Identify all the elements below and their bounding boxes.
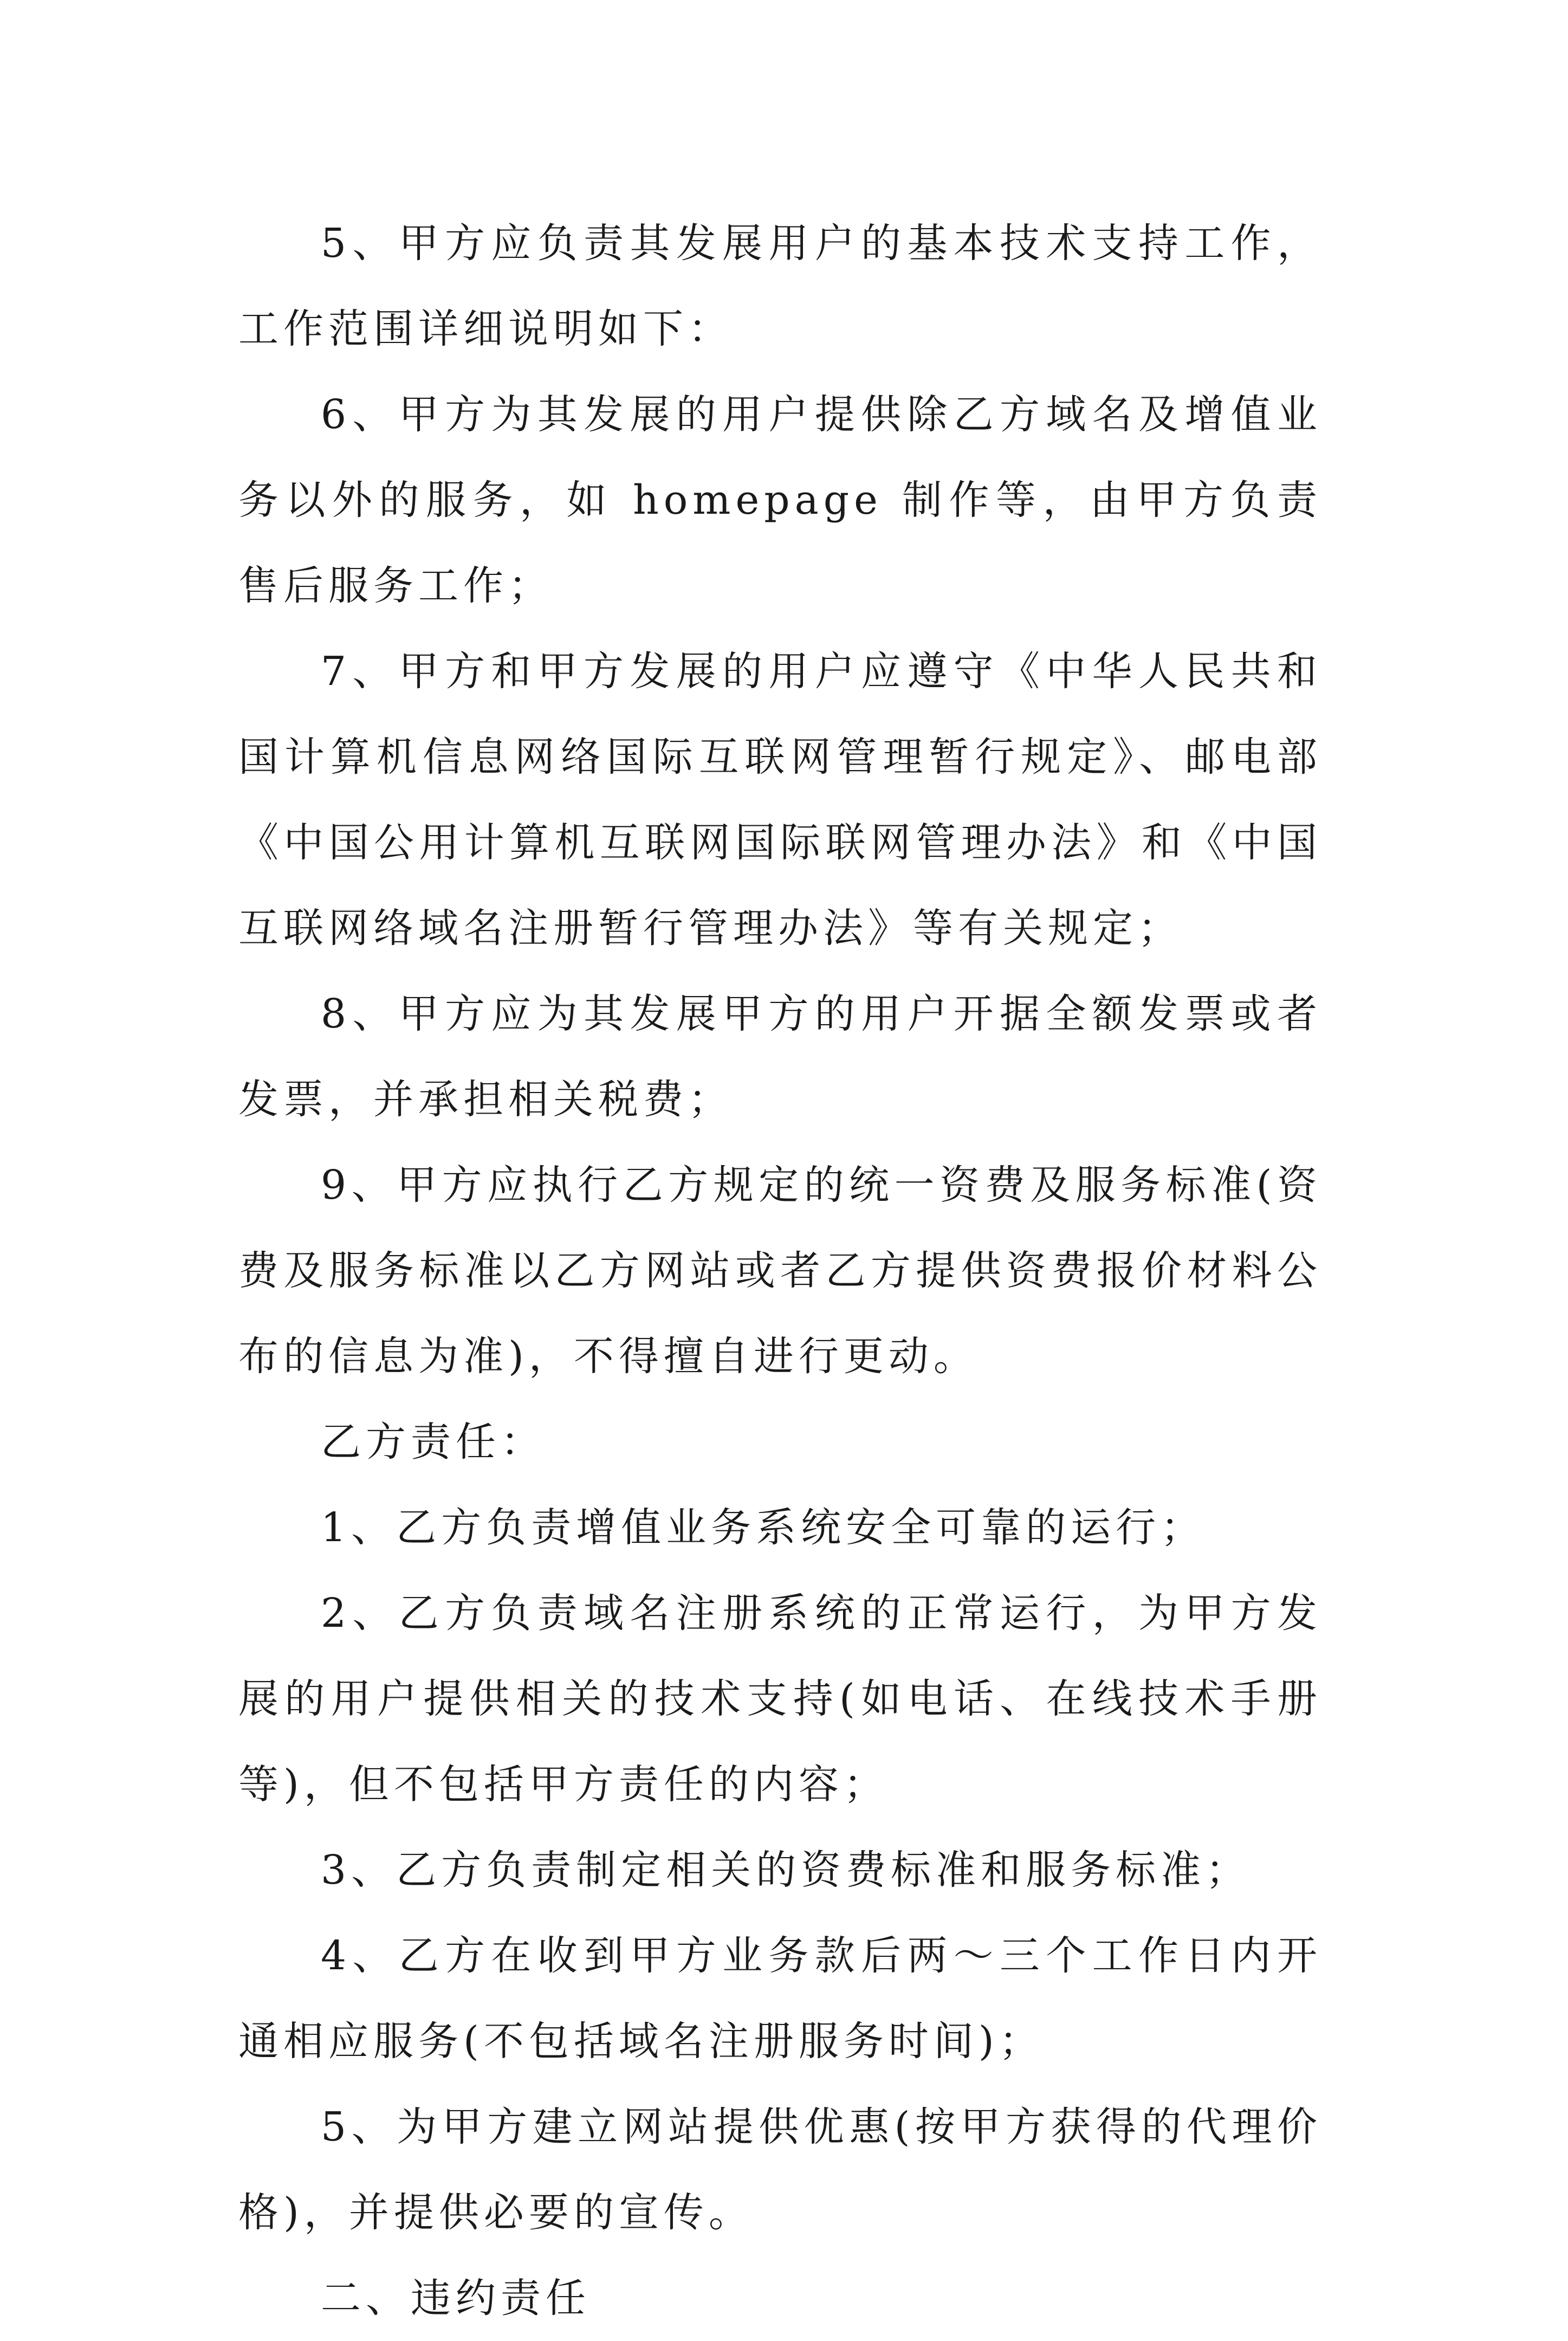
paragraph-party-a-item-7: 7、甲方和甲方发展的用户应遵守《中华人民共和国计算机信息网络国际互联网管理暂行规定》、邮电部《中国公用计算机互联网国际联网管理办法》和《中国互联网络域名注册暂行管理办法》等有关规定； — [238, 648, 1322, 952]
document-body — [238, 201, 1322, 2341]
paragraph-party-a-item-5: 5、甲方应负责其发展用户的基本技术支持工作，工作范围详细说明如下： — [238, 220, 1322, 352]
paragraph-party-b-item-5: 5、为甲方建立网站提供优惠(按甲方获得的代理价格)，并提供必要的宣传。 — [238, 2104, 1322, 2236]
paragraph-party-b-item-4: 4、乙方在收到甲方业务款后两～三个工作日内开通相应服务(不包括域名注册服务时间)； — [238, 1932, 1322, 2065]
paragraph-party-b-item-1: 1、乙方负责增值业务系统安全可靠的运行； — [321, 1504, 1206, 1551]
paragraph-party-b-item-3: 3、乙方负责制定相关的资费标准和服务标准； — [321, 1847, 1251, 1893]
paragraph-party-a-item-8: 8、甲方应为其发展甲方的用户开据全额发票或者发票，并承担相关税费； — [238, 991, 1322, 1123]
section-heading-breach-liability: 二、违约责任 — [321, 2275, 591, 2321]
paragraph-party-a-item-6: 6、甲方为其发展的用户提供除乙方域名及增值业务以外的服务，如 homepage 制作等，由甲方负责售后服务工作； — [238, 391, 1322, 609]
section-heading-party-b-duties: 乙方责任： — [321, 1419, 546, 1465]
paragraph-party-a-item-9: 9、甲方应执行乙方规定的统一资费及服务标准(资费及服务标准以乙方网站或者乙方提供资费报价材料公布的信息为准)，不得擅自进行更动。 — [238, 1162, 1322, 1380]
paragraph-party-b-item-2: 2、乙方负责域名注册系统的正常运行，为甲方发展的用户提供相关的技术支持(如电话、在线技术手册等)，但不包括甲方责任的内容； — [238, 1590, 1322, 1808]
